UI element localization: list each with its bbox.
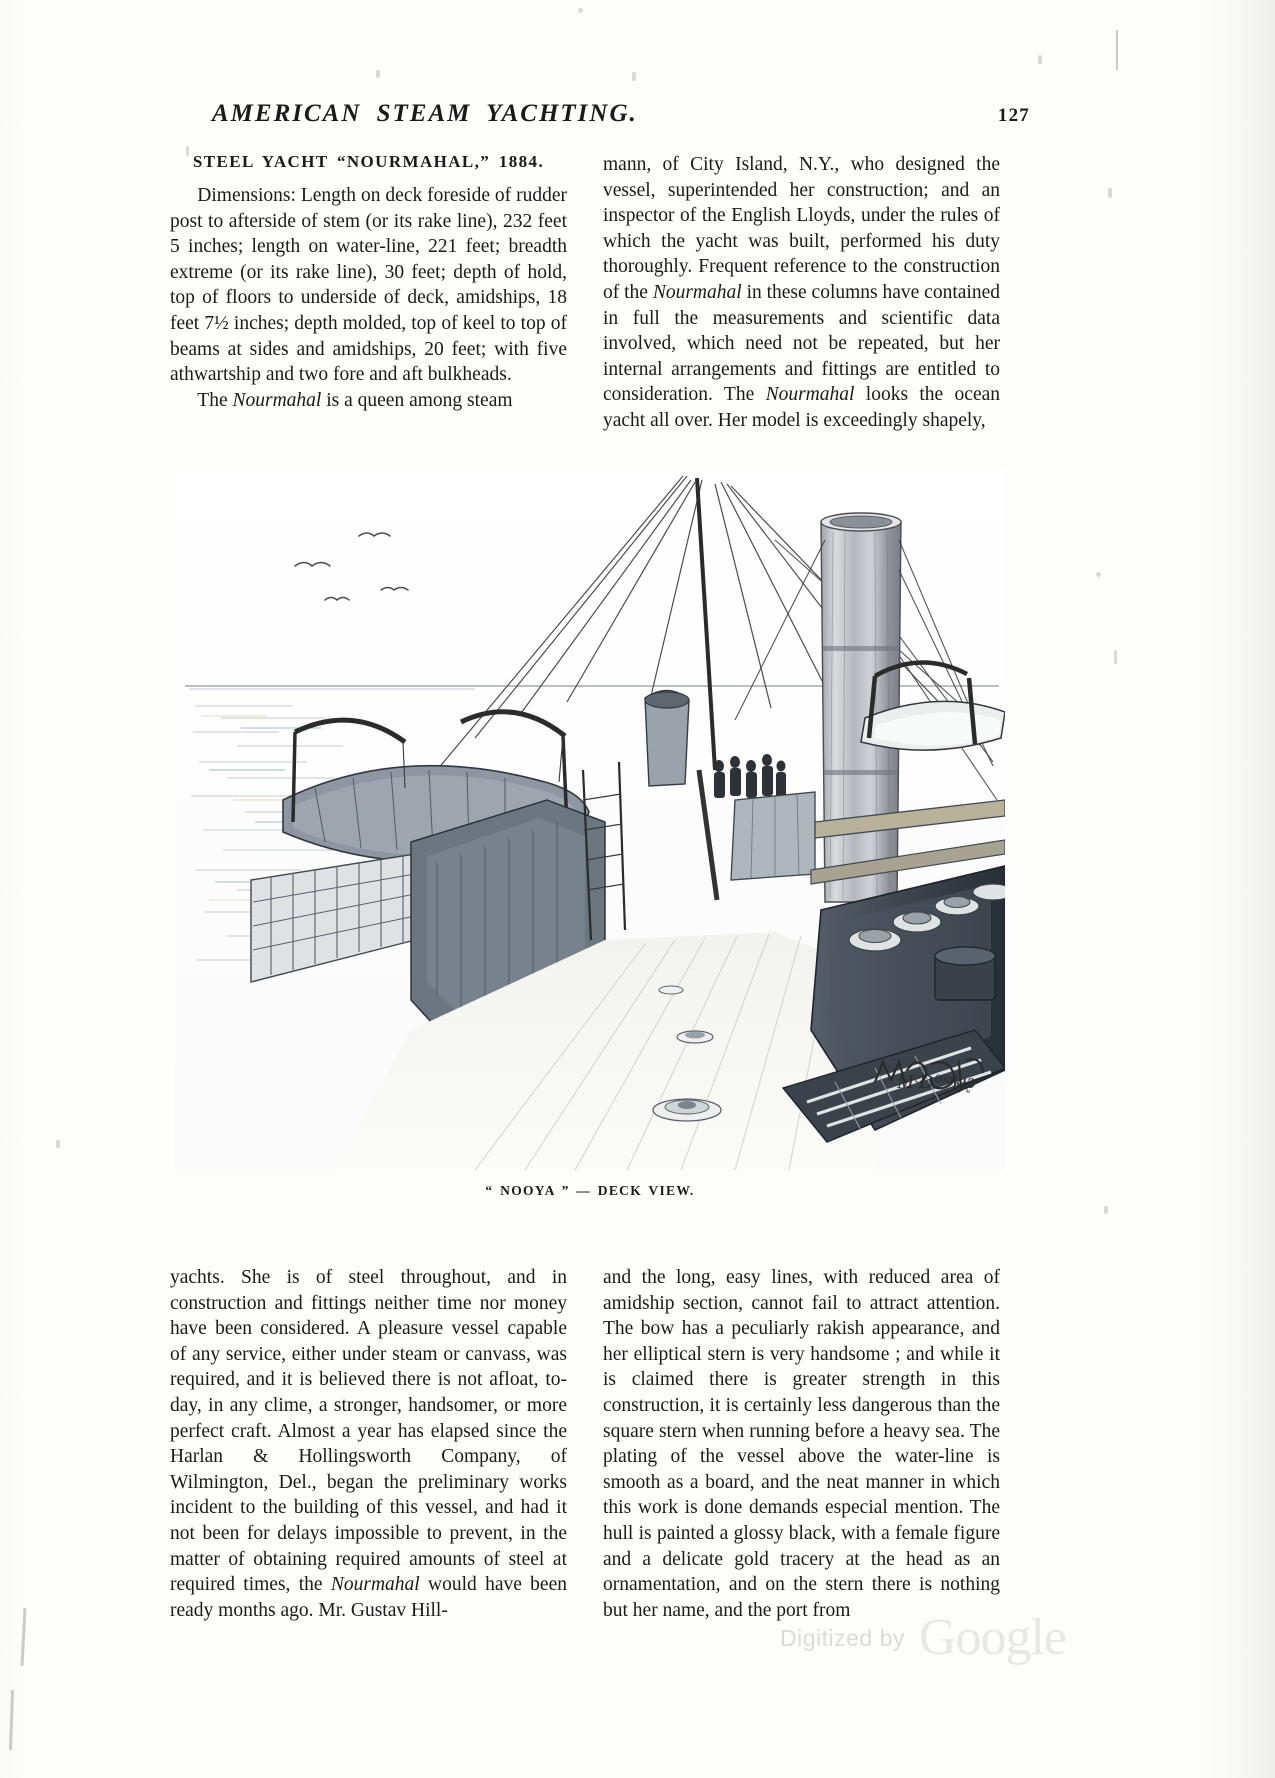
deck-view-engraving <box>175 470 1005 1170</box>
scan-speck <box>1096 572 1101 577</box>
scan-speck <box>632 72 636 81</box>
digitized-by-google-watermark <box>780 1609 1066 1666</box>
scan-speck <box>376 70 380 78</box>
paragraph-construction <box>603 152 1000 434</box>
text-fragment: is a queen among steam <box>321 389 513 411</box>
page-number: 127 <box>997 105 1030 126</box>
scan-speck <box>1108 188 1112 198</box>
ship-name-italic: Nourmahal <box>232 389 322 411</box>
top-text-block <box>170 152 1000 434</box>
paragraph-hull-lines: and the long, easy lines, with reduced area of amidship section, cannot fail to attract attention. The bow has a peculiarly rakish appearance, and her elliptical stern is very handsome ; and while it is claimed there is greater strength in this construction, it is certainly less dangerous than the square stern when running before a heavy sea. The plating of the vessel above the water-line is smooth as a board, and the neat manner in which this work is done demands especial mention. The hull is painted a glossy black, with a female figure and a delicate gold tracery at the head as an ornamentation, and on the stern there is nothing but her name, and the port from <box>603 1267 1000 1621</box>
ship-name-italic: Nourmahal <box>765 384 855 406</box>
illustration-deck-view <box>175 470 1005 1170</box>
left-column-top <box>170 152 567 434</box>
google-logo-text: Google <box>918 1609 1066 1666</box>
scan-streak <box>1116 30 1118 70</box>
right-column-top <box>603 152 1000 434</box>
ventilator-cowl <box>645 690 689 786</box>
text-fragment: in these columns have contained in full the measurements and scientific data involved, which need not be repeated, but her internal arrangements and fittings are entitled to consideration. The <box>603 281 1000 406</box>
running-head <box>170 100 1030 128</box>
ship-name-italic: Nourmahal <box>652 281 742 303</box>
paragraph-queen-among-steam <box>170 388 567 414</box>
winch <box>935 947 995 1000</box>
ship-name-italic: Nourmahal <box>330 1574 420 1596</box>
scan-speck <box>1114 650 1117 664</box>
deck-fitting <box>653 1099 721 1121</box>
deck-fitting <box>659 986 683 994</box>
page-title: AMERICAN STEAM YACHTING. <box>212 100 638 127</box>
paragraph-dimensions: Dimensions: Length on deck foreside of rudder post to afterside of stem (or its rake line), 232 feet 5 inches; length on water-line, 221 feet; breadth extreme (or its rake line), 30 feet; depth of hold, top of floors to underside of deck, amidships, 18 feet 7½ inches; depth molded, top of keel to top of beams at sides and amidships, 20 feet; with five athwartship and two fore and aft bulkheads. <box>170 185 567 386</box>
illustration-caption: “ NOOYA ” — DECK VIEW. <box>485 1183 695 1198</box>
scan-edge-right <box>1197 0 1275 1778</box>
left-column-bottom <box>170 1265 567 1623</box>
scan-edge-left <box>0 0 24 1778</box>
right-column-bottom <box>603 1265 1000 1623</box>
artist-signature-text: MᶜDᶿᶿᶛᶄᵼᶔ <box>897 1071 975 1093</box>
text-fragment: looks the ocean yacht all over. Her model is exceedingly shapely, <box>603 384 1001 431</box>
scan-streak <box>9 1690 14 1750</box>
text-fragment: The <box>197 389 233 411</box>
funnel <box>821 513 901 902</box>
scan-streak <box>20 1608 26 1666</box>
watermark-by-text: Digitized by <box>780 1624 905 1651</box>
paragraph-steel-construction <box>170 1265 567 1623</box>
section-heading: STEEL YACHT “NOURMAHAL,” 1884. <box>192 152 545 171</box>
scan-speck <box>1038 55 1042 64</box>
text-fragment: mann, of City Island, N.Y., who designed the vessel, superintended her construction; and an inspector of the English Lloyds, under the rules of which the yacht was built, performed his duty thoroughly. Frequent reference to the construction of the <box>603 154 1000 303</box>
scan-speck <box>56 1140 60 1148</box>
bottom-text-block <box>170 1265 1000 1623</box>
deck-fitting <box>677 1031 713 1043</box>
scan-speck <box>578 8 583 13</box>
midship-house <box>731 792 815 880</box>
text-fragment: yachts. She is of steel throughout, and in construction and fittings neither time nor money have been considered. A pleasure vessel capable of any service, either under steam or canvass, was required, and it is believed there is not afloat, to-day, in any clime, a stronger, handsomer, or more perfect craft. Almost a year has elapsed since the Harlan & Hollingsworth Company, of Wilmington, Del., began the preliminary works incident to the building of this vessel, and had it not been for delays impossible to prevent, in the matter of obtaining required amounts of steel at required times, the <box>170 1267 567 1596</box>
text-fragment: would have been ready months ago. Mr. Gustav Hill- <box>170 1574 567 1621</box>
scan-speck <box>1104 1206 1108 1214</box>
